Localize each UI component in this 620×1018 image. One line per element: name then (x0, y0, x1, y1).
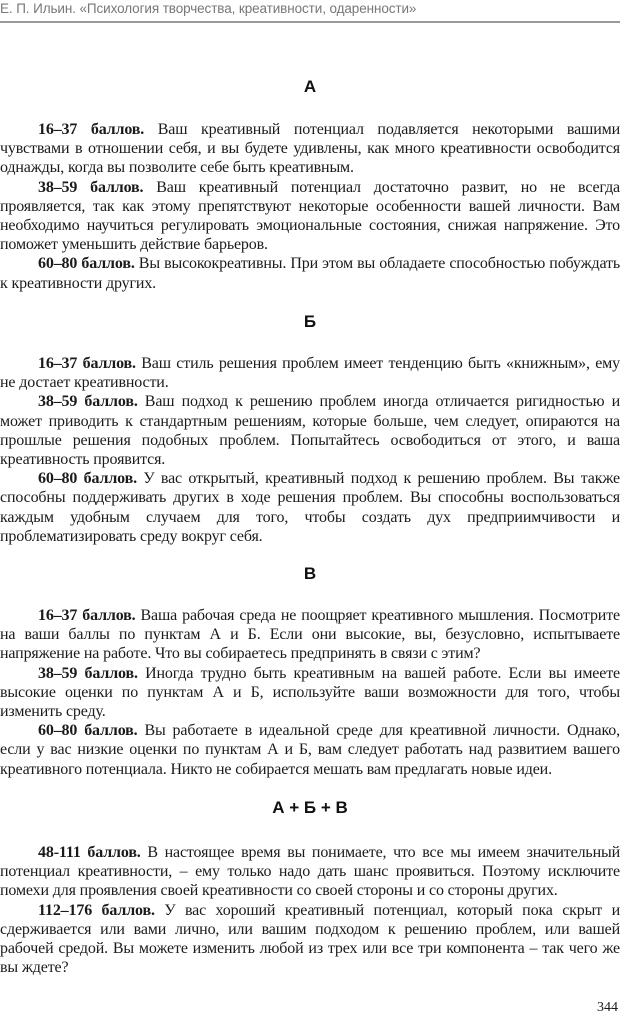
paragraph (0, 254, 620, 292)
paragraph-text: У вас хороший креативный потенциал, который пока скрыт и сдерживается или вами лично, или вашим подходом к решению проблем, или вашей рабочей средой. Вы можете изменить любой из трех или все три компонента – так чего же вы ждете? (0, 901, 620, 977)
paragraph (0, 721, 620, 779)
paragraph-text: Ваш креативный потенциал подавляется некоторыми вашими чувствами в отношении себя, и вы будете удивлены, как много креативности освободится однажды, когда вы позволите себе быть креативным. (0, 121, 620, 177)
paragraph-text: Ваша рабочая среда не поощряет креативного мышления. Посмотрите на ваши баллы по пунктам А и Б. Если они высокие, вы, безусловно, испытываете напряжение на работе. Что вы собираетесь предпринять в связи с этим? (0, 607, 620, 663)
section-heading-v: В (303, 564, 317, 583)
page-number: 344 (597, 1000, 618, 1015)
section-heading-total: А + Б + В (272, 798, 348, 817)
score-range: 48-111 баллов. (38, 844, 141, 861)
score-range: 16–37 баллов. (38, 355, 136, 372)
section-v (0, 606, 620, 779)
paragraph (0, 178, 620, 255)
running-header: Е. П. Ильин. «Психология творчества, креативности, одаренности» (0, 1, 417, 16)
score-range: 60–80 баллов. (38, 722, 138, 740)
paragraph (0, 664, 620, 722)
paragraph (0, 901, 620, 978)
paragraph (0, 120, 620, 178)
score-range: 38–59 баллов. (38, 664, 138, 682)
paragraph (0, 354, 620, 392)
paragraph-text: У вас открытый, креативный подход к решению проблем. Вы также способны поддерживать других в ходе решения проблем. Вы способны воспользоваться каждым удобным случаем для того, чтобы создать дух предприимчивости и проблематизировать среду вокруг себя. (0, 470, 620, 545)
paragraph (0, 392, 620, 469)
paragraph-text: Ваш подход к решению проблем иногда отличается ригидностью и может приводить к стандартным решениям, которые больше, чем следует, опираются на прошлые решения подобных проблем. Попытайтесь освободиться от этого, и ваша креативность проявится. (0, 393, 620, 469)
score-range: 60–80 баллов. (38, 470, 137, 488)
paragraph-text: Ваш креативный потенциал достаточно развит, но не всегда проявляется, так как этому препятствуют некоторые особенности вашей личности. Вам необходимо научиться регулировать эмоциональные состояния, снижая напряжение. Это поможет уменьшить действие барьеров. (0, 178, 620, 254)
paragraph-text: Иногда трудно быть креативным на вашей работе. Если вы имеете высокие оценки по пунктам А и Б, используйте ваши возможности для того, чтобы изменить среду. (0, 664, 620, 721)
score-range: 38–59 баллов. (38, 178, 144, 196)
paragraph (0, 606, 620, 664)
paragraph-text: Вы высококреативны. При этом вы обладаете способностью побуждать к креативности других. (0, 255, 620, 292)
section-total (0, 843, 620, 977)
score-range: 60–80 баллов. (38, 255, 135, 273)
score-range: 112–176 баллов. (38, 901, 155, 919)
score-range: 16–37 баллов. (38, 607, 136, 624)
paragraph-text: Ваш стиль решения проблем имеет тенденцию быть «книжным», ему не достает креативности. (0, 355, 620, 392)
paragraph (0, 469, 620, 546)
section-heading-b: Б (303, 312, 317, 331)
paragraph-text: В настоящее время вы понимаете, что все мы имеем значительный потенциал креативности, – ему только надо дать шанс проявиться. Поэтому исключите помехи для проявления своей креативности со своей стороны и со стороны других. (0, 844, 620, 900)
paragraph (0, 843, 620, 901)
paragraph-text: Вы работаете в идеальной среде для креативной личности. Однако, если у вас низкие оценки по пунктам А и Б, вам следует работать над развитием вашего креативного потенциала. Никто не собирается мешать вам предлагать новые идеи. (0, 722, 620, 778)
score-range: 38–59 баллов. (38, 393, 138, 411)
score-range: 16–37 баллов. (38, 121, 145, 138)
section-a (0, 120, 620, 293)
section-heading-a: А (303, 77, 317, 96)
section-b (0, 354, 620, 546)
header-rule (0, 21, 620, 23)
